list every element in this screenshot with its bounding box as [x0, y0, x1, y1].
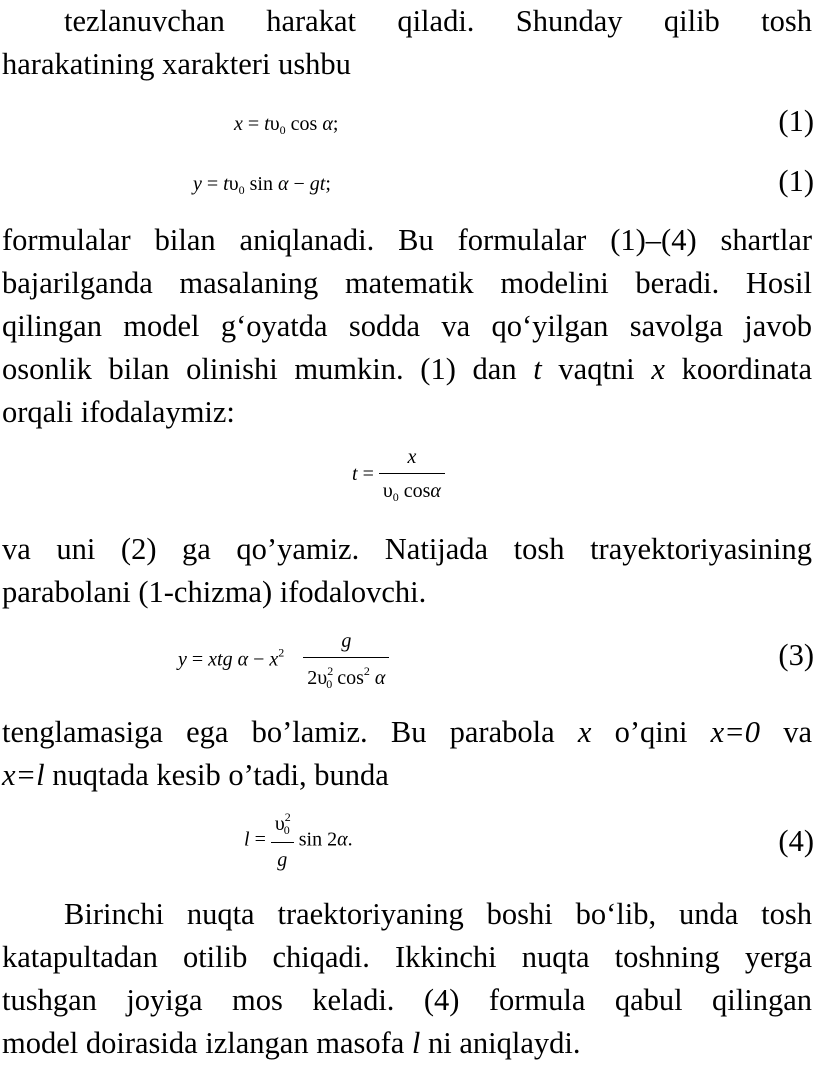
- text-line: parabolani (1-chizma) ifodalovchi.: [2, 575, 427, 609]
- equation-5-number: (4): [778, 824, 814, 858]
- text-line: qilingan model g‘oyatda sodda va qo‘yilgan savolga javob: [2, 309, 812, 343]
- text-line: osonlik bilan olinishi mumkin. (1) dan t vaqtni x koordinata: [2, 352, 812, 386]
- equation-5: l = $\frac{\upsilon^2_0}{g}$ sin 2α.: [244, 810, 353, 871]
- text-line: tezlanuvchan harakat qiladi. Shunday qilib tosh: [64, 4, 812, 38]
- paragraph-1: [2, 0, 812, 86]
- equation-1-number: (1): [778, 104, 814, 138]
- text-line: katapultadan otilib chiqadi. Ikkinchi nuqta toshning yerga: [2, 940, 812, 974]
- text-line: model doirasida izlangan masofa l ni aniqlaydi.: [2, 1026, 581, 1060]
- equation-1: $x = t\upsilon_0$ cos α;: [234, 113, 339, 137]
- fraction: $\frac{\upsilon^2_0}{g}$: [271, 810, 294, 872]
- text-line: tushgan joyiga mos keladi. (4) formula qabul qilingan: [2, 983, 812, 1017]
- fraction: $\frac{g}{2\upsilon^2_0 \cos^2 \alpha}$: [303, 630, 389, 692]
- equation-3: t = $\frac{x}{\upsilon_0 \cos\alpha}$: [352, 446, 445, 505]
- equation-4: y = xtg $\alpha - x^2$ $\frac{g}{2\upsilon^2_0 \cos^2 \alpha}$: [178, 630, 389, 692]
- paragraph-3: [2, 528, 812, 614]
- text-line: bajarilganda masalaning matematik modelini beradi. Hosil: [2, 266, 812, 300]
- text-line: harakatining xarakteri ushbu: [2, 47, 351, 81]
- text-line: va uni (2) ga qo’yamiz. Natijada tosh trayektoriyasining: [2, 532, 812, 566]
- text-line: formulalar bilan aniqlanadi. Bu formulalar (1)–(4) shartlar: [2, 223, 812, 257]
- fraction: $\frac{x}{\upsilon_0 \cos\alpha}$: [379, 446, 445, 505]
- equation-4-number: (3): [778, 638, 814, 672]
- equation-2: $y = t\upsilon_0$ sin α − gt;: [193, 173, 331, 197]
- paragraph-5: [2, 893, 812, 1065]
- text-line: x=l nuqtada kesib o’tadi, bunda: [2, 758, 389, 792]
- text-line: Birinchi nuqta traektoriyaning boshi bo‘lib, unda tosh: [64, 897, 812, 931]
- paragraph-2: [2, 219, 812, 434]
- equation-2-number: (1): [778, 164, 814, 198]
- paragraph-4: [2, 711, 812, 797]
- text-line: orqali ifodalaymiz:: [2, 395, 235, 429]
- text-line: tenglamasiga ega bo’lamiz. Bu parabola x o’qini x=0 va: [2, 715, 812, 749]
